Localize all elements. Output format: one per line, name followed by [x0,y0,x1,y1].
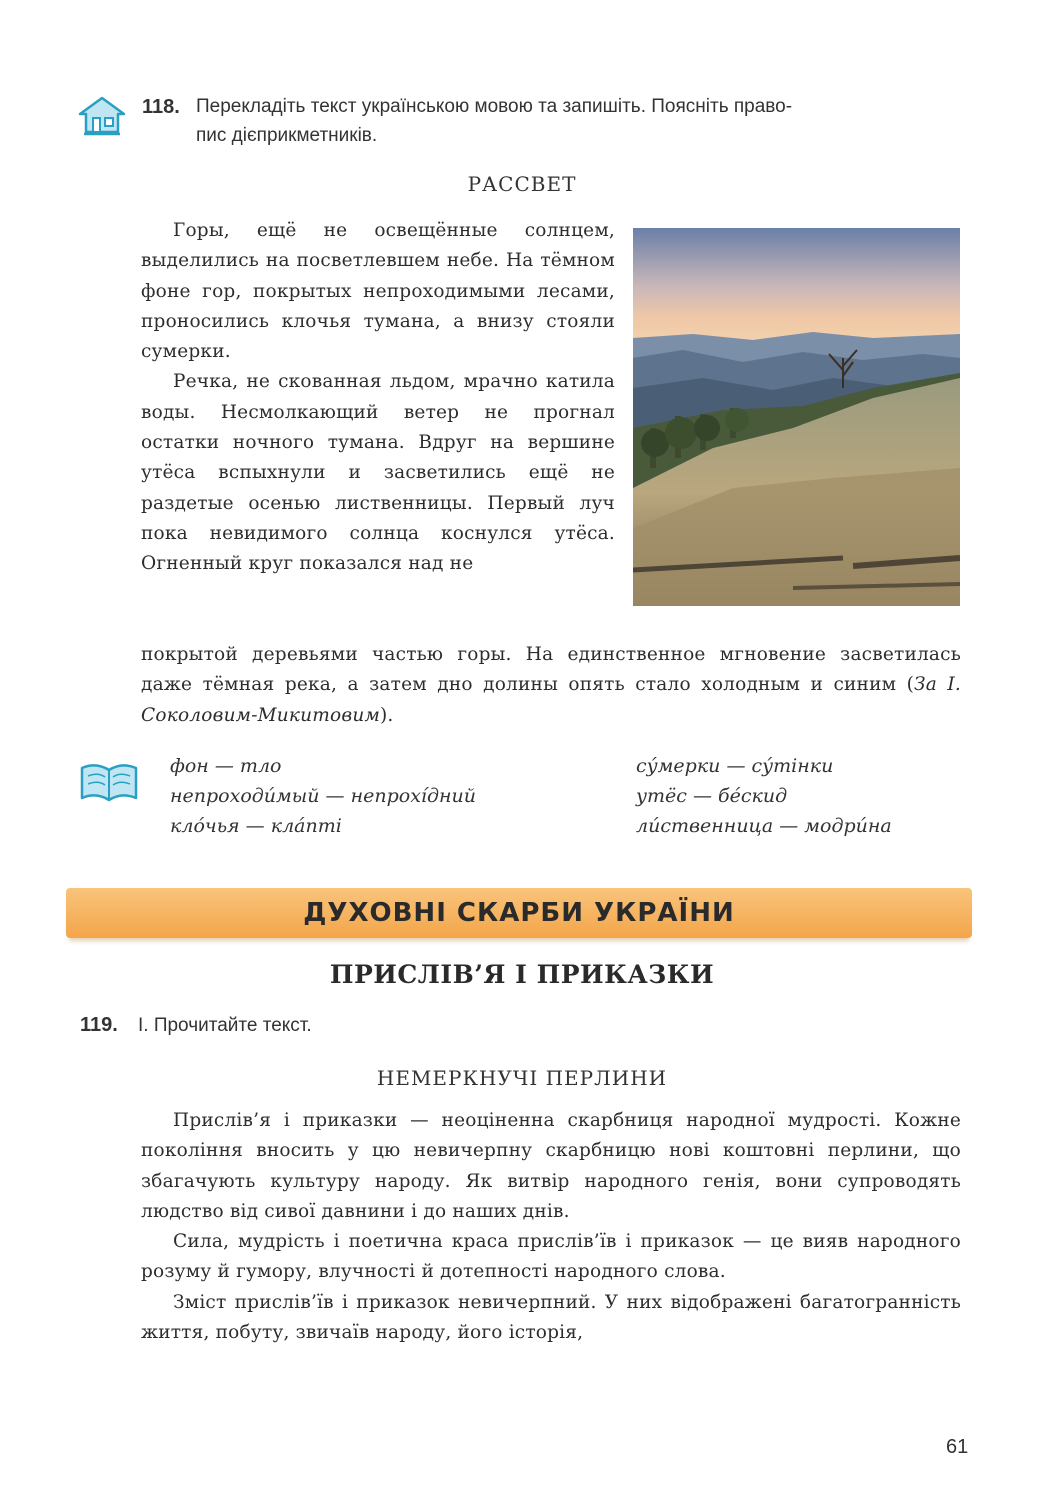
mountain-sunrise-photo [633,228,960,606]
text-1-paragraph-2-continued: покрытой деревьями частью горы. На единственное мгновение засветилась даже тёмная река, а затем дно долины опять стало холодным и синим ( [141,644,961,696]
page-number: 61 [946,1436,969,1458]
vocab-uk: модри́на [804,815,892,837]
vocab-pair [636,781,976,811]
vocab-pair [170,751,610,781]
vocab-dash: — [773,815,805,837]
vocab-uk: кла́пті [270,815,342,837]
task-118-line-2: пис дієприкметників. [196,125,378,146]
section-title: ПРИСЛІВ’Я І ПРИКАЗКИ [329,960,715,989]
text-1-title: РАССВЕТ [467,172,577,196]
text-1-full-width [141,640,961,731]
task-118-number: 118. [142,96,180,118]
task-119-instruction: І. Прочитайте текст. [138,1015,312,1036]
text-1-paragraph-2: Речка, не скованная льдом, мрачно катила воды. Несмолкающий ветер не прогнал остатки ночного тумана. Вдруг на вершине утёса вспыхнули и засветились ещё не раздетые осенью лиственницы. Первый луч пока невидимого солнца коснулся утёса. Огненный круг показался над не [141,371,615,575]
home-task-icon [78,96,126,136]
vocab-uk: непрохі́дний [350,785,477,807]
vocabulary-right [636,751,976,841]
vocab-ru: утёс [636,785,687,807]
text-2-title: НЕМЕРКНУЧІ ПЕРЛИНИ [376,1066,668,1090]
vocab-uk: бе́скид [718,785,788,807]
book-icon [78,760,140,804]
banner-title: ДУХОВНІ СКАРБИ УКРАЇНИ [303,898,735,928]
vocab-pair [170,781,610,811]
vocab-pair [170,811,610,841]
vocab-ru: фон [170,755,209,777]
vocab-uk: су́тінки [751,755,834,777]
text-2-paragraph-1: Прислів’я і приказки — неоціненна скарбниця народної мудрості. Кожне покоління вносить у цю невичерпну скарбницю нові коштовні перлини, що збагачують культуру народу. Як витвір народного генія, вони супроводять людство від сивої давнини і до наших днів. [141,1110,961,1222]
text-1-closing: ). [380,704,394,726]
vocab-dash: — [720,755,752,777]
task-119-number: 119. [80,1014,118,1036]
vocab-ru: су́мерки [636,755,721,777]
text-2-body [141,1106,961,1348]
vocab-dash: — [686,785,719,807]
vocab-dash: — [319,785,351,807]
vocab-dash: — [239,815,271,837]
vocab-pair [636,751,976,781]
text-1-column [141,216,615,580]
text-2-paragraph-2: Сила, мудрість і поетична краса прислів’їв і приказок — це вияв народного розуму й гумору, влучності й дотепності народного слова. [141,1231,961,1283]
section-banner [66,888,972,938]
text-1-paragraph-1: Горы, ещё не освещённые солнцем, выделились на посветлевшем небе. На тёмном фоне гор, покрытых непроходимыми лесами, проносились клочья тумана, а внизу стояли сумерки. [141,220,615,363]
text-1-source: За І. Соколовим-Микитовим [141,674,961,726]
task-118-line-1: Перекладіть текст українською мовою та запишіть. Поясніть право- [196,96,793,117]
vocab-dash: — [208,755,240,777]
vocab-ru: ли́ственница [636,815,774,837]
vocab-pair [636,811,976,841]
task-118-instruction [196,92,966,150]
text-2-paragraph-3: Зміст прислів’їв і приказок невичерпний. У них відображені багатогранність життя, побуту, звичаїв народу, його історія, [141,1291,961,1344]
vocab-ru: кло́чья [170,815,240,837]
vocab-uk: тло [239,755,282,777]
vocab-ru: непроходи́мый [170,785,320,807]
vocabulary-left [170,751,610,841]
